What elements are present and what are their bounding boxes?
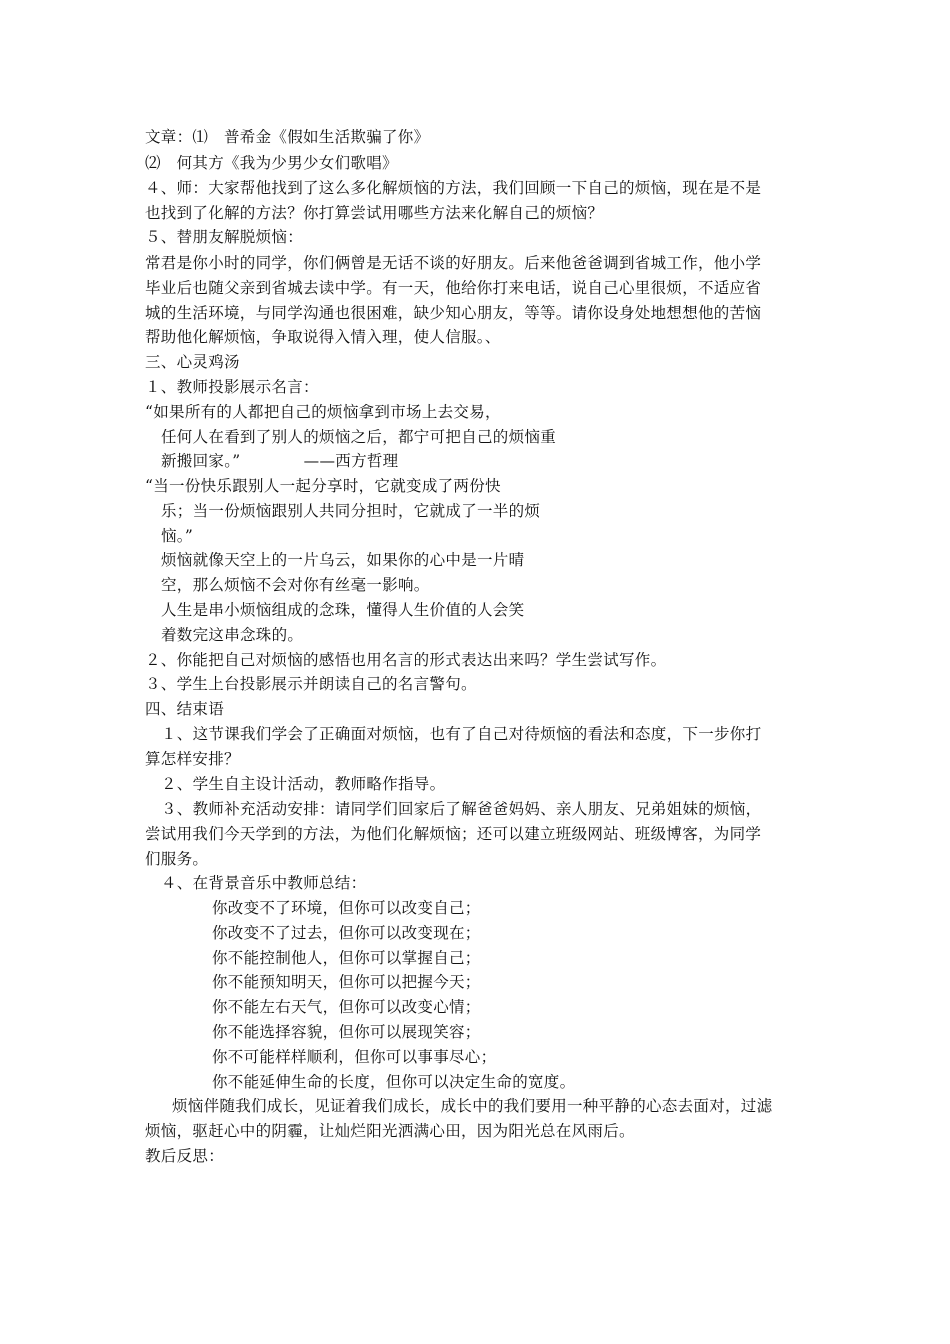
text-line: ４、在背景音乐中教师总结： (161, 874, 367, 892)
text-line: 算怎样安排？ (145, 750, 240, 768)
quote-line: “当一份快乐跟别人一起分享时，它就变成了两份快 (145, 477, 501, 495)
text-line: ４、师：大家帮他找到了这么多化解烦恼的方法，我们回顾一下自己的烦恼，现在是不是 (145, 179, 762, 197)
quote-line: 空，那么烦恼不会对你有丝毫一影响。 (161, 576, 430, 594)
quote-line: 乐；当一份烦恼跟别人共同分担时，它就成了一半的烦 (161, 502, 541, 520)
text-line: 文章：⑴ 普希金《假如生活欺骗了你》 (145, 128, 430, 146)
text-line: １、教师投影展示名言： (145, 378, 319, 396)
summary-line: 你不能左右天气，但你可以改变心情； (212, 998, 481, 1016)
text-line: 也找到了化解的方法？你打算尝试用哪些方法来化解自己的烦恼？ (145, 204, 604, 222)
text-line: ５、替朋友解脱烦恼： (145, 228, 304, 246)
text-line: 城的生活环境，与同学沟通也很困难，缺少知心朋友，等等。请你设身处地想想他的苦恼 (145, 304, 762, 322)
text-line: ⑵ 何其方《我为少男少女们歌唱》 (145, 154, 398, 172)
quote-line: 人生是串小烦恼组成的念珠，懂得人生价值的人会笑 (161, 601, 525, 619)
text-line: 毕业后也随父亲到省城去读中学。有一天，他给你打来电话，说自己心里很烦，不适应省 (145, 279, 762, 297)
summary-line: 你不能控制他人，但你可以掌握自己； (212, 949, 481, 967)
text-line: １、这节课我们学会了正确面对烦恼，也有了自己对待烦恼的看法和态度，下一步你打 (161, 725, 762, 743)
quote-line: “如果所有的人都把自己的烦恼拿到市场上去交易， (145, 403, 501, 421)
text-line: 帮助他化解烦恼，争取说得入情入理，使人信服。、 (145, 328, 501, 346)
quote-line: 烦恼就像天空上的一片乌云，如果你的心中是一片晴 (161, 551, 525, 569)
text-line: 尝试用我们今天学到的方法，为他们化解烦恼；还可以建立班级网站、班级博客，为同学 (145, 825, 762, 843)
summary-line: 你不可能样样顺利，但你可以事事尽心； (212, 1048, 497, 1066)
summary-line: 你不能预知明天，但你可以把握今天； (212, 973, 481, 991)
text-line: ２、学生自主设计活动，教师略作指导。 (161, 775, 446, 793)
text-line: ２、你能把自己对烦恼的感悟也用名言的形式表达出来吗？学生尝试写作。 (145, 651, 667, 669)
summary-line: 你不能选择容貌，但你可以展现笑容； (212, 1023, 481, 1041)
quote-line: 着数完这串念珠的。 (161, 626, 304, 644)
summary-line: 你改变不了过去，但你可以改变现在； (212, 924, 481, 942)
quote-line: 新搬回家。” ——西方哲理 (161, 452, 399, 470)
quote-line: 任何人在看到了别人的烦恼之后，都宁可把自己的烦恼重 (161, 428, 557, 446)
text-line: ３、教师补充活动安排：请同学们回家后了解爸爸妈妈、亲人朋友、兄弟姐妹的烦恼， (161, 800, 762, 818)
text-line: ３、学生上台投影展示并朗读自己的名言警句。 (145, 675, 477, 693)
summary-line: 你改变不了环境，但你可以改变自己； (212, 899, 481, 917)
text-line: 常君是你小时的同学，你们俩曾是无话不谈的好朋友。后来他爸爸调到省城工作，他小学 (145, 254, 762, 272)
section-heading: 三、心灵鸡汤 (145, 353, 240, 371)
text-line: 教后反思： (145, 1147, 225, 1165)
summary-line: 你不能延伸生命的长度，但你可以决定生命的宽度。 (212, 1073, 576, 1091)
text-line: 烦恼，驱赶心中的阴霾，让灿烂阳光洒满心田，因为阳光总在风雨后。 (145, 1122, 635, 1140)
text-line: 烦恼伴随我们成长，见证着我们成长，成长中的我们要用一种平静的心态去面对，过滤 (172, 1097, 773, 1115)
text-line: 们服务。 (145, 850, 209, 868)
quote-line: 恼。” (161, 527, 194, 545)
section-heading: 四、结束语 (145, 700, 225, 718)
